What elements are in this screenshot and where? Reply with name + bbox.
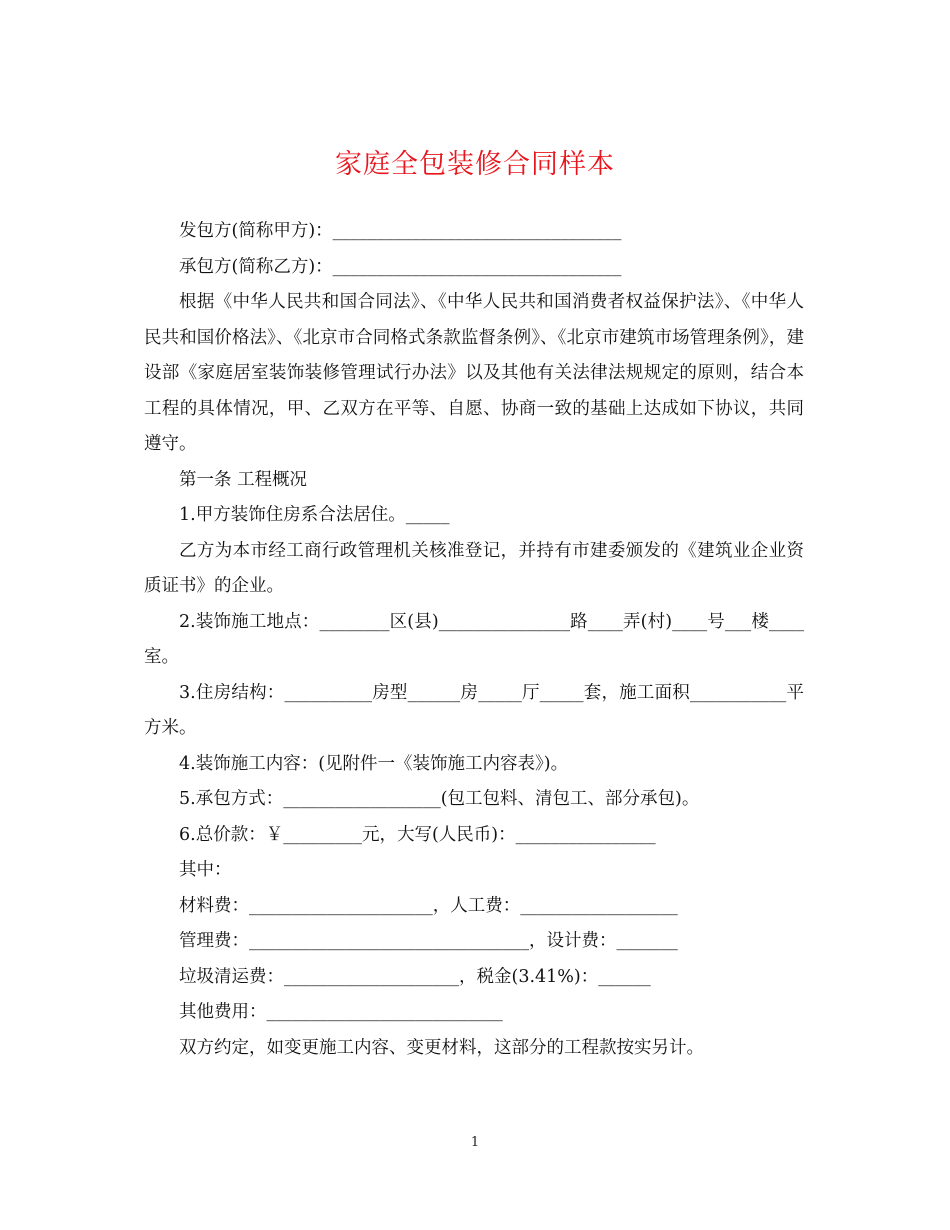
fee-garbage-line: 垃圾清运费：____________________，税金(3.41%)：______ — [179, 966, 651, 987]
item-6: 6.总价款：￥_________元，大写(人民币)：________________ — [179, 824, 656, 845]
agreement-line: 双方约定，如变更施工内容、变更材料，这部分的工程款按实另计。 — [179, 1037, 704, 1058]
item-3: 3.住房结构：__________房型______房_____厅_____套，施工面积___________平方米。 — [144, 682, 804, 738]
item-1: 1.甲方装饰住房系合法居住。_____ — [179, 505, 450, 525]
item-5: 5.承包方式：__________________(包工包料、清包工、部分承包)。 — [179, 789, 700, 809]
preamble-paragraph: 根据《中华人民共和国合同法》、《中华人民共和国消费者权益保护法》、《中华人民共和国价格法》、《北京市合同格式条款监督条例》、《北京市建筑市场管理条例》，建设部《家庭居室装饰装修管理试行办法》以及其他有关法律法规规定的原则，结合本工程的具体情况，甲、乙双方在平等、自愿、协商一致的基础上达成如下协议，共同遵守。 — [144, 292, 804, 454]
fee-management-line: 管理费：________________________________，设计费：_______ — [179, 931, 678, 951]
page-number: 1 — [470, 1135, 480, 1150]
fee-other-line: 其他费用：___________________________ — [179, 1002, 503, 1022]
item-2: 2.装饰施工地点：________区(县)_______________路____弄(村)____号___楼____室。 — [144, 611, 804, 667]
party-a-line: 发包方(简称甲方)：_________________________________ — [179, 221, 622, 241]
fee-material-line: 材料费：_____________________，人工费：__________________ — [179, 895, 678, 916]
document-body — [144, 214, 804, 1066]
article-1-heading: 第一条 工程概况 — [179, 469, 308, 490]
item-4: 4.装饰施工内容：(见附件一《装饰施工内容表》)。 — [179, 753, 569, 774]
among-label: 其中： — [179, 860, 232, 880]
item-1-note: 乙方为本市经工商行政管理机关核准登记，并持有市建委颁发的《建筑业企业资质证书》的企业。 — [144, 540, 804, 596]
document-title: 家庭全包装修合同样本 — [335, 149, 615, 180]
party-b-line: 承包方(简称乙方)：_________________________________ — [179, 256, 622, 277]
